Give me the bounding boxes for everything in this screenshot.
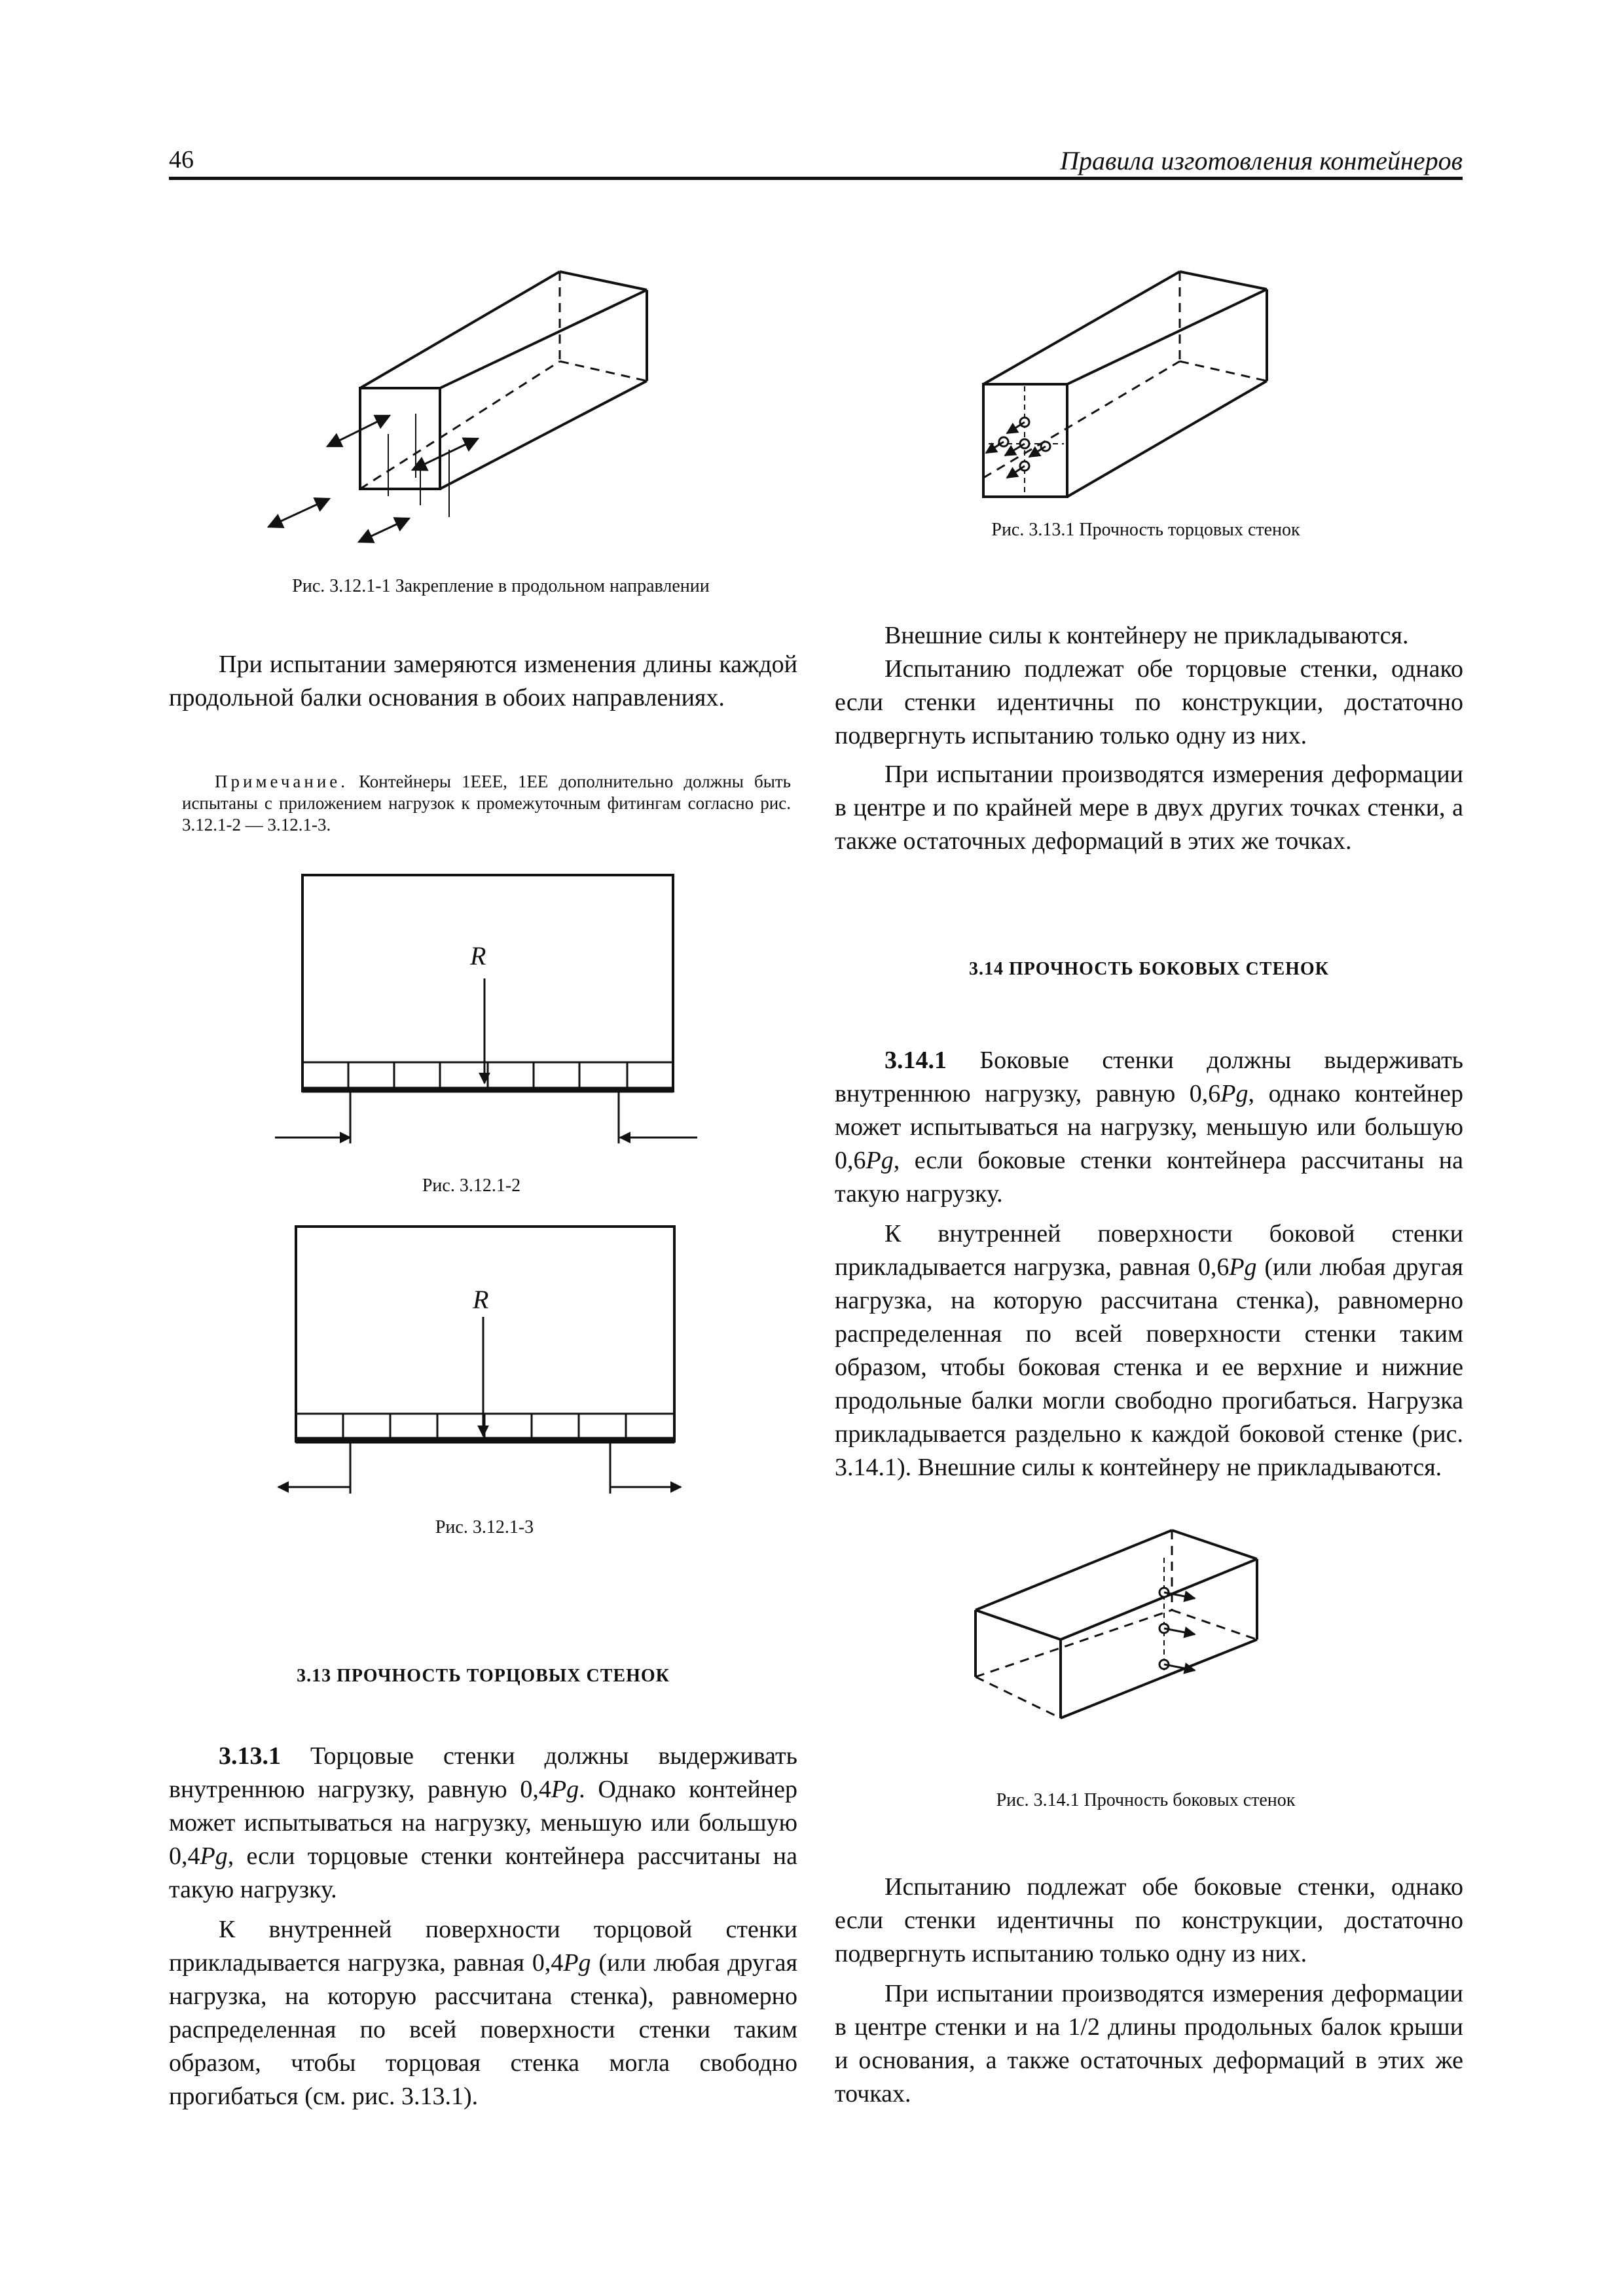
caption-fig-3-14-1: Рис. 3.14.1 Прочность боковых стенок — [996, 1790, 1296, 1810]
section-heading-3-14: 3.14 ПРОЧНОСТЬ БОКОВЫХ СТЕНОК — [969, 959, 1329, 979]
left-paragraph-measure: При испытании замеряются изменения длины каждой продольной балки основания в обоих направлениях. — [169, 651, 797, 711]
figure-3-14-1 — [969, 1525, 1283, 1721]
clause-number-3-14-1: 3.14.1 — [884, 1047, 947, 1074]
clause-number-3-13-1: 3.13.1 — [219, 1742, 281, 1770]
figure-3-12-1-1 — [262, 262, 786, 543]
caption-fig-3-12-1-3: Рис. 3.12.1-3 — [435, 1517, 534, 1537]
running-title: Правила изготовления контейнеров — [1060, 146, 1463, 175]
section-3-13-text: 3.13.1 Торцовые стенки должны выдерживать внутреннюю нагрузку, равную 0,4Pg. Однако контейнер может испытываться на нагрузку, меньшую или большую 0,4Pg, если торцовые стенки контейнера рассчитаны на такую нагрузку. К внутренней поверхности торцовой стенки прикладывается нагрузка, равная 0,4Pg (или любая другая нагрузка, на которую рассчитана стенка), равномерно распределенная по всей поверхности стенки таким образом, чтобы торцовая стенка могла свободно прогибаться (см. рис. 3.13.1). — [169, 1742, 797, 2110]
figure-3-12-1-2 — [268, 874, 707, 1155]
force-label-r-fig3: R — [473, 1285, 489, 1314]
section-3-14-text: 3.14.1 Боковые стенки должны выдерживать внутреннюю нагрузку, равную 0,6Pg, однако контейнер может испытываться на нагрузку, меньшую или большую 0,6Pg, если боковые стенки контейнера рассчитаны на такую нагрузку. К внутренней поверхности боковой стенки прикладывается нагрузка, равная 0,6Pg (или любая другая нагрузка, на которую рассчитана стенка), равномерно распределенная по всей поверхности стенки таким образом, чтобы боковая стенка и ее верхние и нижние продольные балки могли свободно прогибаться. Нагрузка прикладывается раздельно к каждой боковой стенке (рис. 3.14.1). Внешние силы к контейнеру не прикладываются. — [835, 1047, 1463, 1481]
caption-fig-3-12-1-1: Рис. 3.12.1-1 Закрепление в продольном направлении — [292, 576, 710, 596]
header-rule — [169, 177, 1463, 180]
section-heading-3-13: 3.13 ПРОЧНОСТЬ ТОРЦОВЫХ СТЕНОК — [297, 1666, 670, 1686]
note-text: Контейнеры 1EEE, 1EE дополнительно должны быть испытаны с приложением нагрузок к промежуточным фитингам согласно рис. 3.12.1-2 — 3.12.1-3. — [182, 772, 791, 834]
figure-3-12-1-3 — [275, 1225, 694, 1500]
right-column-bottom-text: Испытанию подлежат обе боковые стенки, однако если стенки идентичны по конструкции, достаточно подвергнуть испытанию только одну из них. При испытании производятся измерения деформации в центре стенки и на 1/2 длины продольных балок крыши и основания, а также остаточных деформаций в этих же точках. — [835, 1873, 1463, 2108]
page-number: 46 — [169, 146, 194, 173]
caption-fig-3-13-1: Рис. 3.13.1 Прочность торцовых стенок — [991, 520, 1300, 540]
note-label: Примечание. — [215, 772, 349, 791]
note-block — [182, 771, 791, 836]
caption-fig-3-12-1-2: Рис. 3.12.1-2 — [422, 1175, 521, 1196]
force-label-r-fig2: R — [470, 941, 486, 971]
right-column-top-text: Внешние силы к контейнеру не прикладываются. Испытанию подлежат обе торцовые стенки, однако если стенки идентичны по конструкции, достаточно подвергнуть испытанию только одну из них. При испытании производятся измерения деформации в центре и по крайней мере в двух других точках стенки, а также остаточных деформаций в этих же точках. — [835, 622, 1463, 855]
figure-3-13-1 — [969, 262, 1309, 497]
